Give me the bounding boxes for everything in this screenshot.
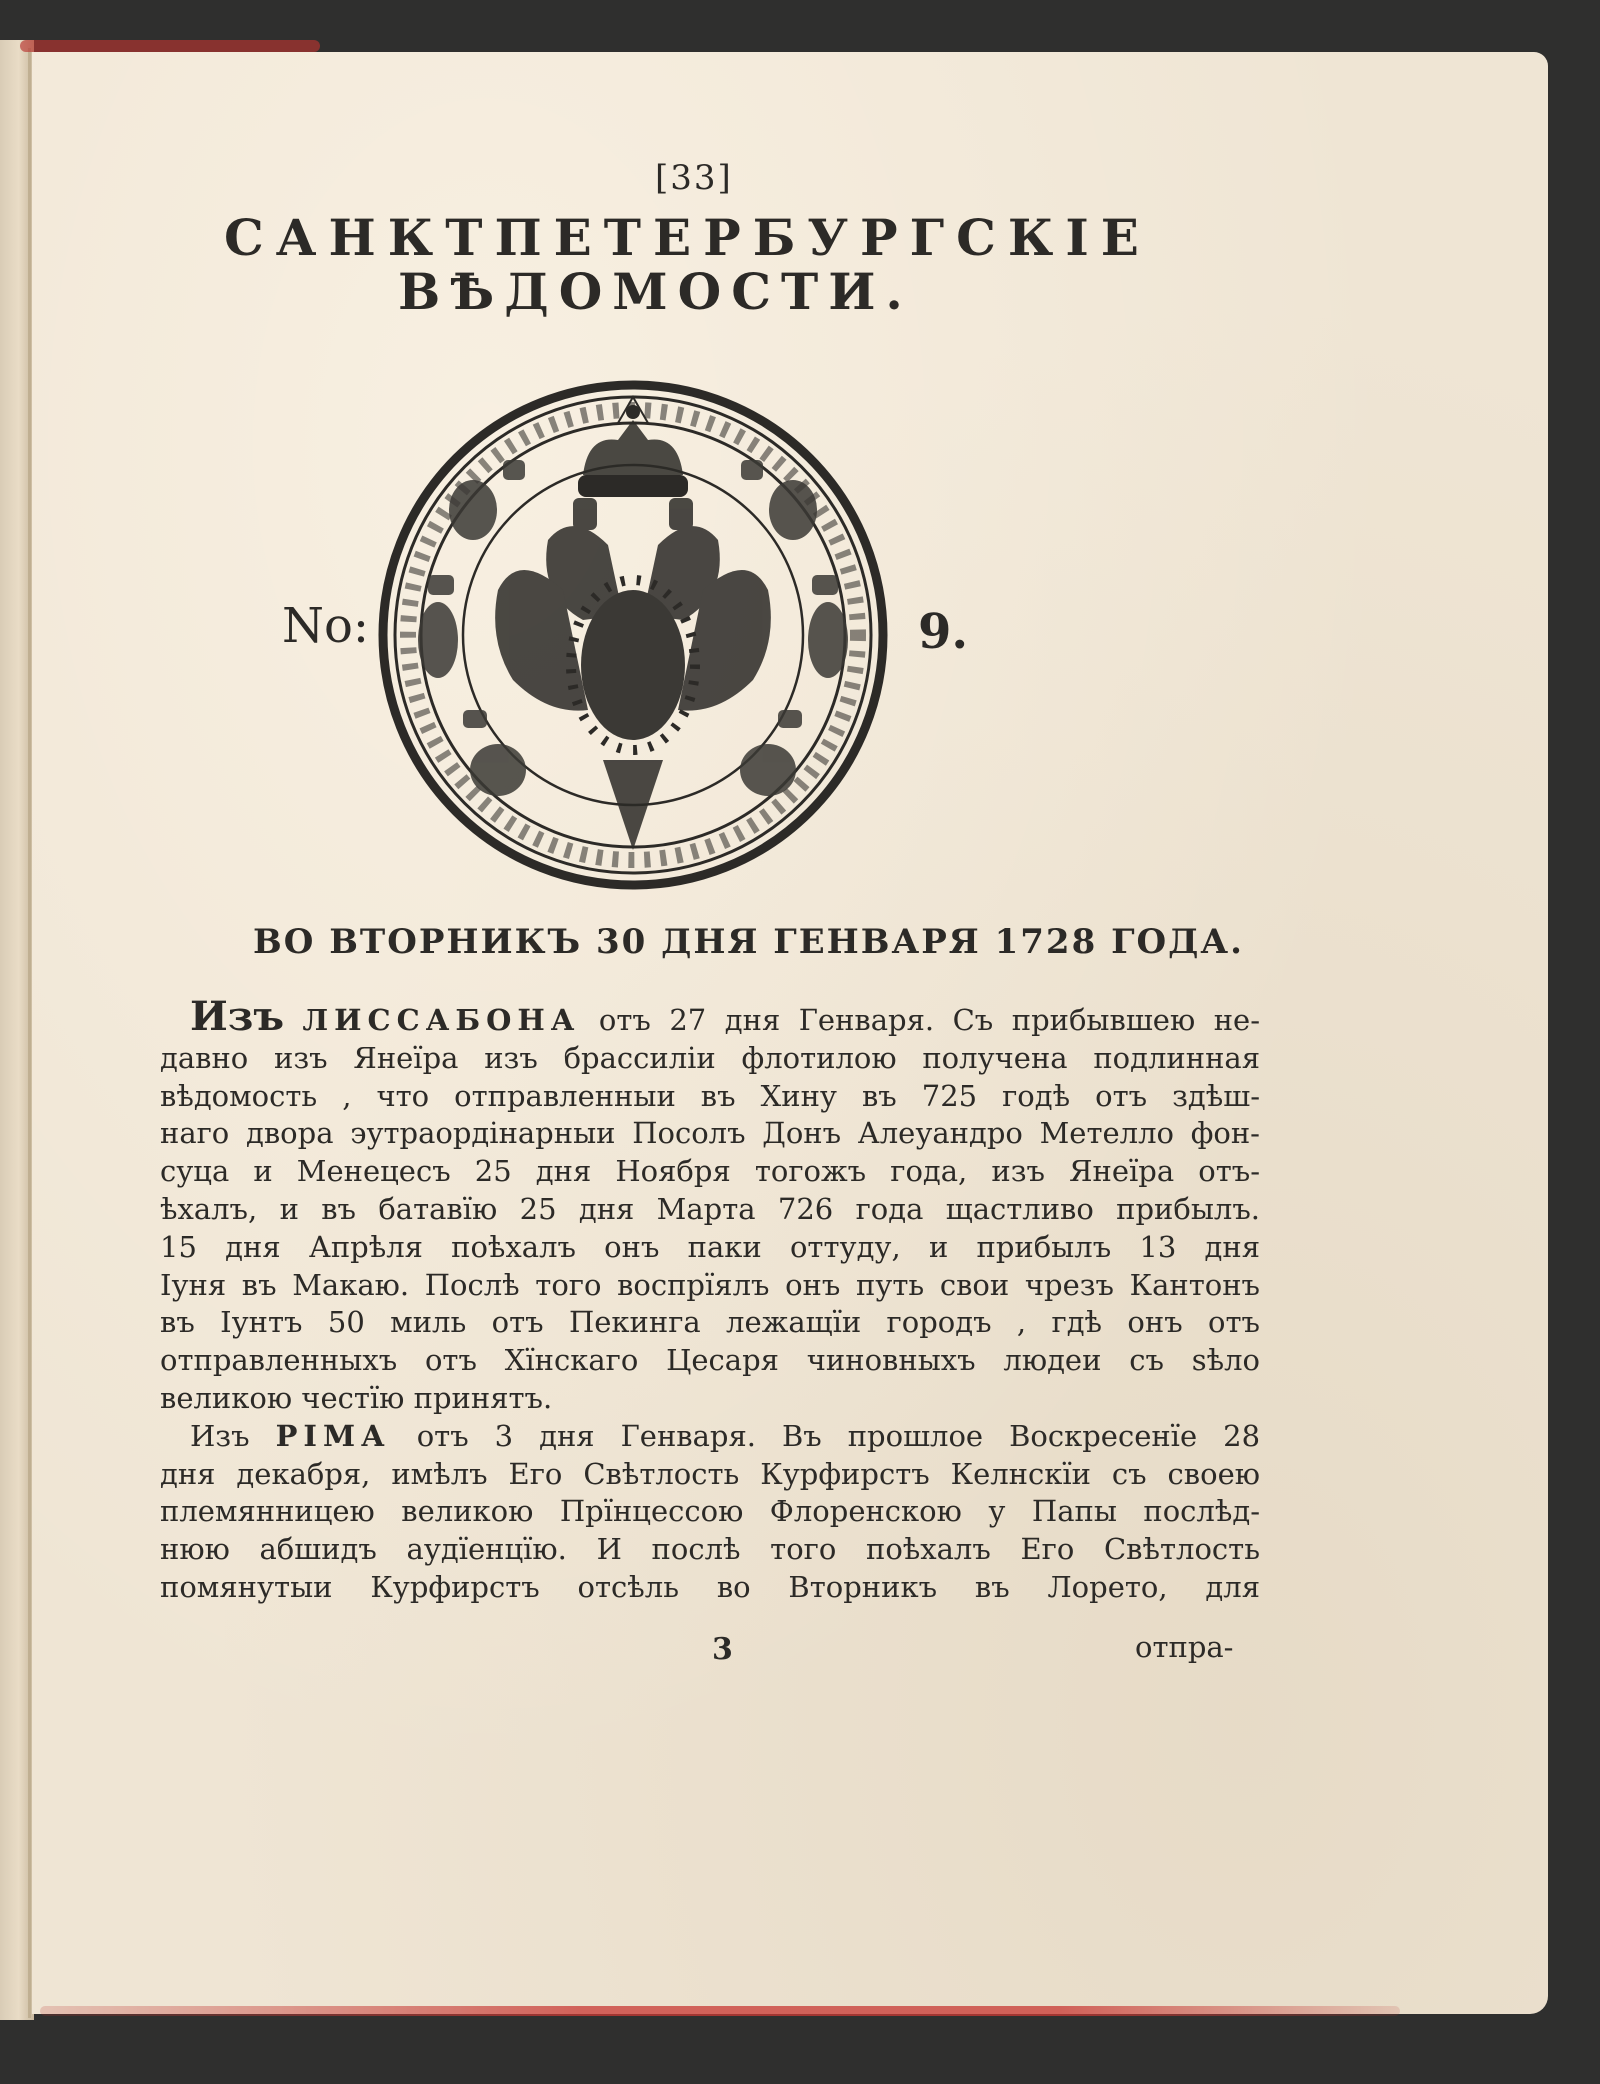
article-line: Іуня въ Макаю. Послѣ того воспрїялъ онъ путь свои чрезъ Кантонъ (160, 1267, 1260, 1302)
article-text: отъ 27 дня Генваря. Съ прибывшею не- (598, 1003, 1260, 1037)
article-line: 15 дня Апрѣля поѣхалъ онъ паки оттуду, и прибылъ 13 дня (160, 1229, 1260, 1264)
issue-number: 9. (918, 604, 969, 660)
article-line: въ Іунтъ 50 миль отъ Пекинга лежащїи городъ , гдѣ онъ отъ (160, 1305, 1260, 1340)
article-line: великою честїю принятъ. (160, 1380, 553, 1415)
dateline: ВО ВТОРНИКЪ 30 ДНЯ ГЕНВАРЯ 1728 ГОДА. (253, 922, 1244, 962)
page-number: [33] (655, 158, 733, 198)
article-line: нюю абшидъ аудїенцїю. И послѣ того поѣхалъ Его Свѣтлость (160, 1532, 1260, 1567)
article-line: наго двора эутраордінарныи Посолъ Донъ Алеуандро Метелло фон- (160, 1116, 1260, 1151)
masthead-title-line2: ВѢДОМОСТИ. (398, 262, 913, 321)
article-lead-word: Изъ (190, 993, 285, 1040)
article-line: племянницею великою Прїнцессою Флоренскою у Папы послѣд- (160, 1494, 1260, 1529)
article-place: ЛИССАБОНА (302, 1003, 581, 1037)
red-page-edge-bottom (40, 2006, 1400, 2016)
signature-mark: 3 (712, 1632, 733, 1667)
article-line: суца и Менецесъ 25 дня Ноября тогожъ года, изъ Янеїра отъ- (160, 1154, 1260, 1189)
article-rome-line-1 (160, 1418, 1260, 1456)
article-line: давно изъ Янеїра изъ брассиліи флотилою получена подлинная (160, 1040, 1260, 1075)
article-lisbon-line-1 (160, 993, 1260, 1040)
catchword: отпра- (1135, 1630, 1234, 1664)
article-line: дня декабря, имѣлъ Его Свѣтлость Курфирстъ Келнскїи съ своею (160, 1456, 1260, 1491)
article-body (160, 993, 1261, 1607)
issue-label: No: (282, 598, 370, 654)
red-page-edge-top (20, 40, 320, 52)
article-line: отправленныхъ отъ Хїнскаго Цесаря чиновныхъ людеи съ sѣло (160, 1343, 1260, 1378)
article-line: вѣдомость , что отправленныи въ Хину въ 725 годѣ отъ здѣш- (160, 1078, 1260, 1113)
article-text: отъ 3 дня Генваря. Въ прошлое Воскресенїе 28 (416, 1418, 1261, 1453)
masthead-title-line1: САНКТПЕТЕРБУРГСКІЕ (224, 208, 1151, 267)
double-headed-eagle-crest-icon (378, 380, 888, 890)
spine-fold (28, 48, 31, 2018)
article-line: помянутыи Курфирстъ отсѣль во Вторникъ въ Лорето, для (160, 1569, 1260, 1604)
article-place: РІМА (275, 1418, 391, 1453)
article-lead-word: Изъ (190, 1418, 250, 1453)
article-line: ѣхалъ, и въ батавїю 25 дня Марта 726 года щастливо прибылъ. (160, 1191, 1260, 1226)
